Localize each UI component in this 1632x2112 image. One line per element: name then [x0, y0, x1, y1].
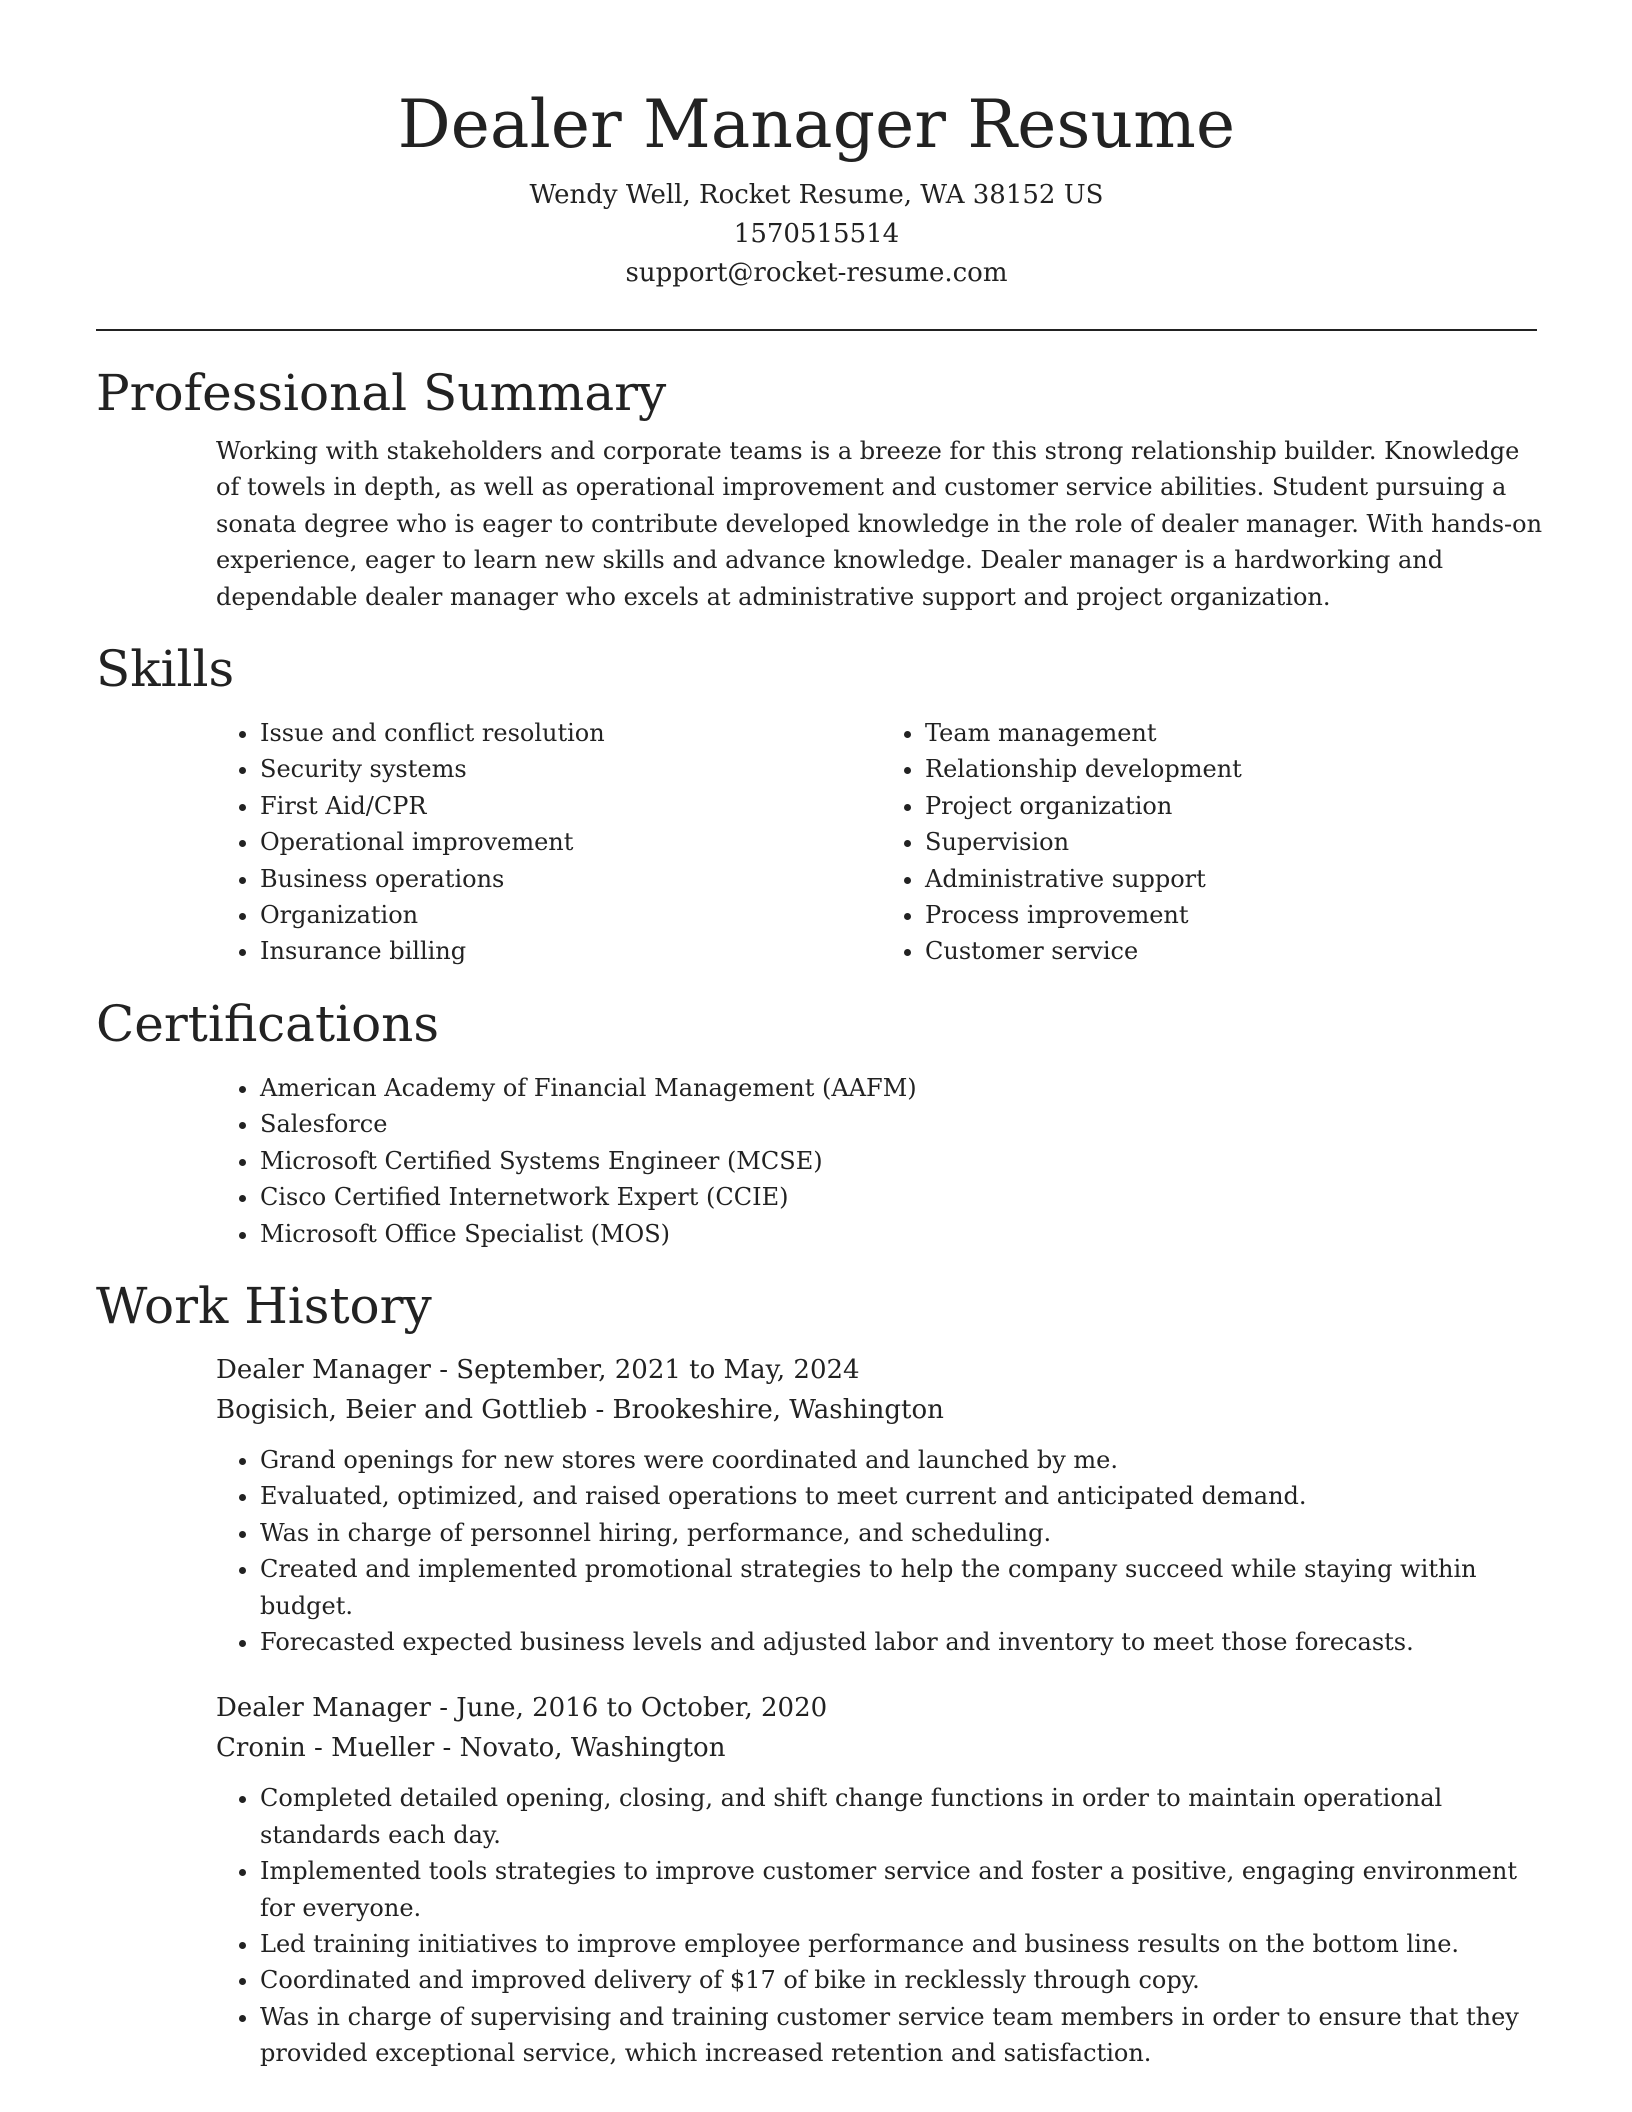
- skill-item: • Organization: [260, 897, 881, 933]
- skill-item: • Relationship development: [925, 751, 1546, 787]
- section-heading-certifications: Certifications: [96, 994, 440, 1053]
- page-title: Dealer Manager Resume: [397, 86, 1236, 163]
- skill-item: • Business operations: [260, 861, 881, 897]
- job-bullet: • Was in charge of personnel hiring, performance, and scheduling.: [260, 1515, 1546, 1551]
- skill-item: • Supervision: [925, 824, 1546, 860]
- skill-item: • Insurance billing: [260, 933, 881, 969]
- job-bullets: [216, 1442, 1546, 1660]
- contact-address: Wendy Well, Rocket Resume, WA 38152 US: [529, 180, 1104, 210]
- job-title-line: Dealer Manager - September, 2021 to May, 2024: [216, 1354, 860, 1385]
- skill-item: • Administrative support: [925, 861, 1546, 897]
- skills-list-right: [881, 715, 1546, 970]
- certifications-list: [216, 1070, 1537, 1252]
- job-bullet: • Led training initiatives to improve employee performance and business results on the bottom line.: [260, 1926, 1546, 1962]
- job-bullet: • Created and implemented promotional strategies to help the company succeed while staying within budget.: [260, 1551, 1546, 1624]
- section-heading-skills: Skills: [96, 640, 235, 699]
- certifications-block: [216, 1070, 1537, 1252]
- job-bullet: • Implemented tools strategies to improve customer service and foster a positive, engaging environment for everyone.: [260, 1853, 1546, 1926]
- summary-text: Working with stakeholders and corporate teams is a breeze for this strong relationship builder. Knowledge of towels in depth, as well as operational improvement and customer service abilities. Student pursuing a sonata degree who is eager to contribute developed knowledge in the role of dealer manager. With hands-on experience, eager to learn new skills and advance knowledge. Dealer manager is a hardworking and dependable dealer manager who excels at administrative support and project organization.: [216, 437, 1543, 611]
- job-entry: [216, 1688, 1546, 2071]
- job-bullets: [216, 1780, 1546, 2071]
- section-heading-work-history: Work History: [96, 1276, 432, 1335]
- skill-item: • Security systems: [260, 751, 881, 787]
- skill-item: • First Aid/CPR: [260, 788, 881, 824]
- skill-item: • Customer service: [925, 933, 1546, 969]
- job-company-line: Cronin - Mueller - Novato, Washington: [216, 1733, 726, 1764]
- certification-item: • Microsoft Office Specialist (MOS): [260, 1216, 1537, 1252]
- skill-item: • Issue and conflict resolution: [260, 715, 881, 751]
- contact-block: [96, 176, 1537, 293]
- skill-item: • Project organization: [925, 788, 1546, 824]
- job-bullet: • Completed detailed opening, closing, and shift change functions in order to maintain operational standards each day.: [260, 1780, 1546, 1853]
- skills-list-left: [216, 715, 881, 970]
- section-heading-summary: Professional Summary: [96, 364, 667, 422]
- job-company-line: Bogisich, Beier and Gottlieb - Brookeshire, Washington: [216, 1394, 944, 1425]
- job-bullet: • Was in charge of supervising and training customer service team members in order to ensure that they provided exceptional service, which increased retention and satisfaction.: [260, 1999, 1546, 2072]
- header-divider: [96, 329, 1537, 331]
- job-bullet: • Grand openings for new stores were coordinated and launched by me.: [260, 1442, 1546, 1478]
- job-bullet: • Forecasted expected business levels and adjusted labor and inventory to meet those forecasts.: [260, 1624, 1546, 1660]
- contact-email: support@rocket-resume.com: [625, 258, 1008, 288]
- skill-item: • Team management: [925, 715, 1546, 751]
- certification-item: • Microsoft Certified Systems Engineer (MCSE): [260, 1143, 1537, 1179]
- certification-item: • American Academy of Financial Management (AAFM): [260, 1070, 1537, 1106]
- skill-item: • Process improvement: [925, 897, 1546, 933]
- certification-item: • Cisco Certified Internetwork Expert (CCIE): [260, 1179, 1537, 1215]
- skill-item: • Operational improvement: [260, 824, 881, 860]
- certification-item: • Salesforce: [260, 1106, 1537, 1142]
- job-entry: [216, 1350, 1546, 1660]
- job-title-line: Dealer Manager - June, 2016 to October, 2020: [216, 1693, 828, 1724]
- contact-phone: 1570515514: [733, 219, 900, 249]
- skills-columns: [216, 715, 1546, 970]
- job-bullet: • Evaluated, optimized, and raised operations to meet current and anticipated demand.: [260, 1478, 1546, 1514]
- job-bullet: • Coordinated and improved delivery of $17 of bike in recklessly through copy.: [260, 1962, 1546, 1998]
- resume-page: [96, 0, 1543, 2072]
